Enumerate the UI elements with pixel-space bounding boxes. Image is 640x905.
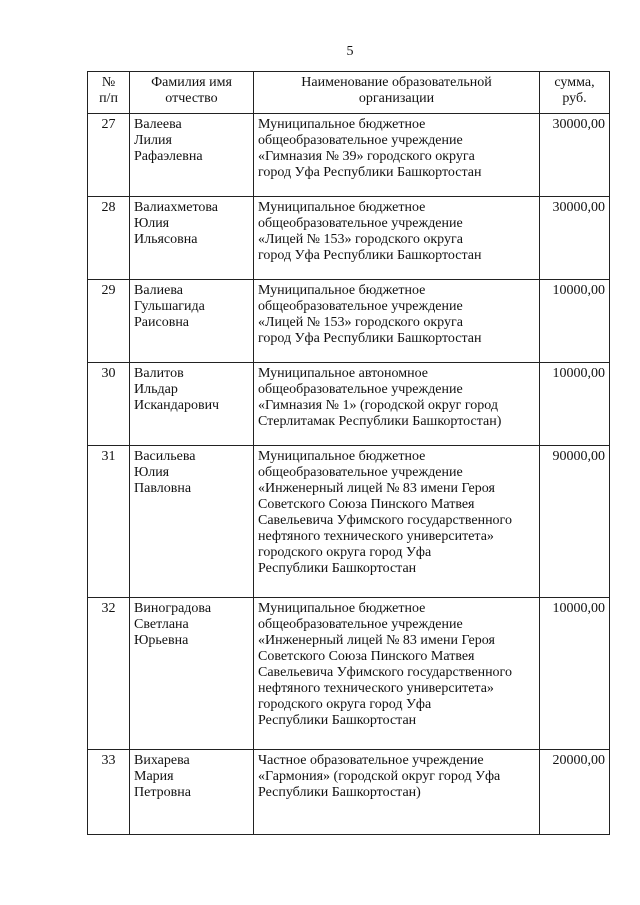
row-name: Вихарева Мария Петровна [130,750,254,835]
row-amount: 10000,00 [540,280,610,363]
table-row [88,750,610,835]
header-org: Наименование образовательной организации [254,72,540,114]
row-org: Муниципальное бюджетное общеобразовательное учреждение «Инженерный лицей № 83 имени Героя Советского Союза Пинского Матвея Савельевича Уфимского государственного нефтяного технического университета» городского округа город Уфа Республики Башкортостан [254,598,540,750]
row-org: Муниципальное бюджетное общеобразовательное учреждение «Гимназия № 39» городского округа город Уфа Республики Башкортостан [254,114,540,197]
row-num: 31 [88,446,130,598]
row-org: Муниципальное бюджетное общеобразовательное учреждение «Лицей № 153» городского округа город Уфа Республики Башкортостан [254,197,540,280]
row-amount: 30000,00 [540,197,610,280]
table-row [88,280,610,363]
row-num: 33 [88,750,130,835]
row-amount: 20000,00 [540,750,610,835]
row-amount: 10000,00 [540,598,610,750]
row-name: Валиева Гульшагида Раисовна [130,280,254,363]
table-row [88,598,610,750]
page-number: 5 [346,44,354,59]
row-amount: 90000,00 [540,446,610,598]
row-name: Виноградова Светлана Юрьевна [130,598,254,750]
table-row [88,114,610,197]
row-num: 32 [88,598,130,750]
header-amount: сумма, руб. [540,72,610,114]
row-org: Муниципальное бюджетное общеобразовательное учреждение «Инженерный лицей № 83 имени Героя Советского Союза Пинского Матвея Савельевича Уфимского государственного нефтяного технического университета» городского округа город Уфа Республики Башкортостан [254,446,540,598]
row-num: 29 [88,280,130,363]
row-org: Муниципальное бюджетное общеобразовательное учреждение «Лицей № 153» городского округа город Уфа Республики Башкортостан [254,280,540,363]
row-num: 28 [88,197,130,280]
header-name: Фамилия имя отчество [130,72,254,114]
row-name: Васильева Юлия Павловна [130,446,254,598]
table-header [88,72,610,114]
row-name: Валиахметова Юлия Ильясовна [130,197,254,280]
row-amount: 10000,00 [540,363,610,446]
row-num: 30 [88,363,130,446]
row-name: Валитов Ильдар Искандарович [130,363,254,446]
table-row [88,363,610,446]
table-row [88,197,610,280]
table-body [88,114,610,835]
row-amount: 30000,00 [540,114,610,197]
recipients-table [87,71,610,835]
row-org: Частное образовательное учреждение «Гармония» (городской округ город Уфа Республики Башкортостан) [254,750,540,835]
row-org: Муниципальное автономное общеобразовательное учреждение «Гимназия № 1» (городской округ город Стерлитамак Республики Башкортостан) [254,363,540,446]
table-row [88,446,610,598]
row-num: 27 [88,114,130,197]
header-row [88,72,610,114]
row-name: Валеева Лилия Рафаэлевна [130,114,254,197]
header-num: № п/п [88,72,130,114]
